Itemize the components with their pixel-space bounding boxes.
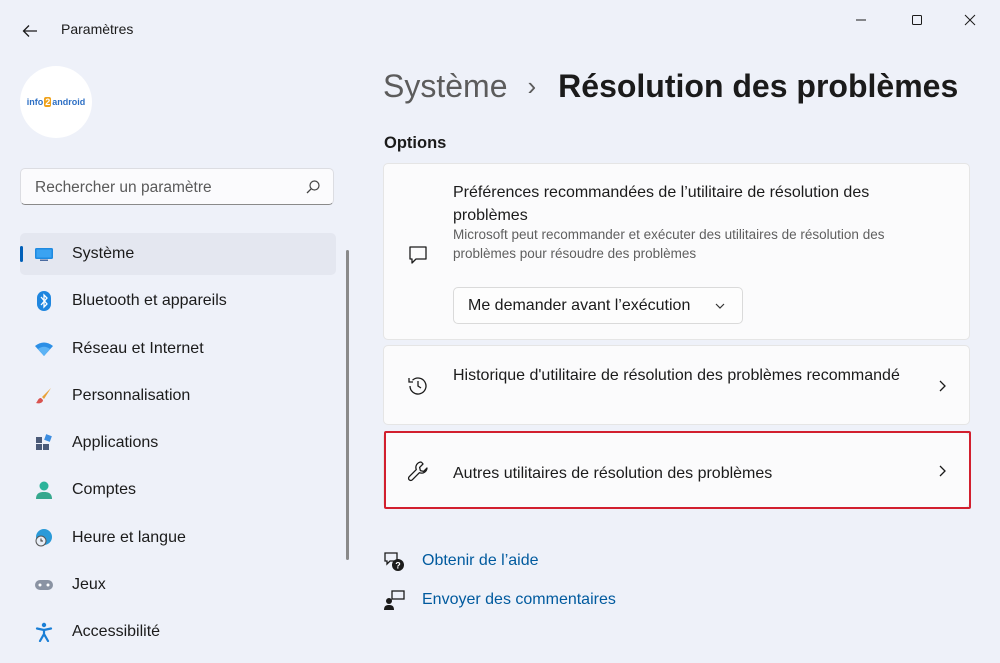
info2android-logo: info 2 android [26,97,86,107]
sidebar-item-reseau[interactable] [20,328,336,370]
back-arrow-icon [22,24,38,38]
card-title: Préférences recommandées de l’utilitaire de résolution des problèmes [453,184,870,224]
system-icon [34,244,54,264]
message-icon [404,241,432,269]
sidebar-item-label: Heure et langue [72,528,186,546]
sidebar-item-accessibilite[interactable] [20,611,336,653]
account-icon [34,480,54,500]
brush-icon [34,386,54,406]
maximize-icon [911,14,923,26]
chevron-right-icon [935,379,949,393]
account-avatar[interactable] [20,66,92,138]
sidebar-scrollbar[interactable] [346,250,349,560]
sidebar-item-label: Accessibilité [72,623,161,641]
sidebar-item-label: Bluetooth et appareils [72,292,227,310]
maximize-button[interactable] [894,6,940,34]
dropdown-value: Me demander avant l’exécution [468,296,691,314]
chevron-down-icon [714,300,726,312]
close-button[interactable] [947,6,993,34]
recommended-preferences-card [383,163,970,340]
sidebar-item-jeux[interactable] [20,564,336,606]
minimize-icon [855,14,867,26]
feedback-icon [383,589,405,611]
sidebar-nav [20,233,336,659]
link-label: Envoyer des commentaires [422,591,616,608]
sidebar-item-heure-langue[interactable] [20,517,336,559]
sidebar-item-label: Réseau et Internet [72,339,204,357]
breadcrumb-separator: › [527,71,537,101]
get-help-link[interactable] [383,550,539,572]
sidebar-item-label: Système [72,245,135,262]
apps-icon [34,433,54,453]
sidebar-item-bluetooth[interactable] [20,280,336,322]
section-title: Options [384,134,447,152]
search-icon[interactable] [305,179,321,195]
close-icon [964,14,976,26]
sidebar-item-personnalisation[interactable] [20,375,336,417]
back-button[interactable] [16,18,44,44]
run-preference-dropdown[interactable] [453,287,743,324]
sidebar-item-applications[interactable] [20,422,336,464]
history-icon [404,372,432,400]
sidebar-item-comptes[interactable] [20,469,336,511]
accessibility-icon [34,622,54,642]
sidebar-item-label: Comptes [72,481,137,499]
sidebar-item-label: Personnalisation [72,386,191,404]
card-title: Historique d'utilitaire de résolution des problèmes recommandé [453,367,900,384]
send-feedback-link[interactable] [383,589,616,611]
active-indicator [20,246,23,262]
card-description: Microsoft peut recommander et exécuter des utilitaires de résolution des problèmes pour résoudre des problèmes [453,227,885,261]
app-title: Paramètres [61,21,134,37]
search-input[interactable] [33,176,297,200]
bluetooth-icon [34,291,54,311]
breadcrumb [383,68,958,105]
gamepad-icon [34,575,54,595]
minimize-button[interactable] [838,6,884,34]
sidebar-item-systeme[interactable] [20,233,336,275]
history-card[interactable] [383,345,970,425]
page-title: Résolution des problèmes [558,68,959,104]
time-language-icon [34,528,54,548]
svg-text:?: ? [395,560,401,571]
search-box[interactable] [20,168,334,205]
card-title: Autres utilitaires de résolution des problèmes [453,465,773,482]
highlight-box [384,431,971,509]
sidebar-item-label: Applications [72,434,159,452]
link-label: Obtenir de l’aide [422,552,539,569]
wifi-icon [34,339,54,359]
breadcrumb-parent[interactable]: Système [383,68,508,104]
help-icon [383,550,405,572]
sidebar-item-label: Jeux [72,576,106,594]
